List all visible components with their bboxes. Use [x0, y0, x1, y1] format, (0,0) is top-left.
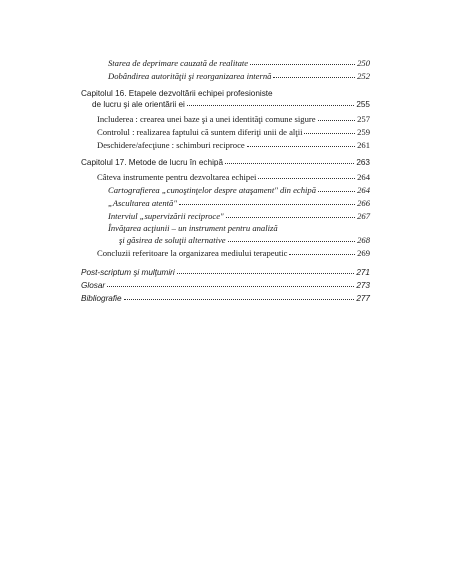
toc-entry-title: Glosar	[81, 281, 106, 290]
toc-entry	[97, 172, 370, 182]
dot-leader	[318, 120, 356, 121]
toc-entry-title: Cartografierea „cunoştinţelor despre ataşament" din echipă	[108, 185, 317, 195]
toc-entry-title: Starea de deprimare cauzată de realitate	[108, 58, 249, 68]
dot-leader	[247, 146, 355, 147]
dot-leader	[187, 105, 354, 106]
toc-entry-page: 271	[356, 268, 370, 277]
toc-entry-title: şi găsirea de soluţii alternative	[119, 235, 226, 245]
dot-leader	[228, 241, 355, 242]
toc-entry	[108, 58, 370, 68]
chapter-heading-line1: Capitolul 16. Etapele dezvoltării echipei profesioniste	[81, 89, 273, 98]
toc-entry	[108, 198, 370, 208]
toc-entry-title: Bibliografie	[81, 294, 122, 303]
toc-entry-title: Interviul „supervizării reciproce"	[108, 211, 224, 221]
dot-leader	[289, 254, 355, 255]
dot-leader	[179, 204, 355, 205]
toc-entry-title: Capitolul 17. Metode de lucru în echipă	[81, 158, 224, 167]
toc-entry	[81, 281, 370, 290]
toc-entry-page: 263	[356, 158, 370, 167]
toc-entry-page: 277	[356, 294, 370, 303]
toc-entry-page: 273	[356, 281, 370, 290]
toc-entry	[81, 268, 370, 277]
dot-leader	[304, 133, 355, 134]
toc-entry	[97, 248, 370, 258]
toc-entry-page: 250	[357, 58, 370, 68]
toc-entry	[81, 158, 370, 167]
dot-leader	[124, 299, 355, 300]
dot-leader	[318, 191, 355, 192]
toc-entry-page: 252	[357, 71, 370, 81]
toc-entry-page: 268	[357, 235, 370, 245]
dot-leader	[273, 77, 355, 78]
toc-entry-title: de lucru şi ale orientării ei	[92, 100, 185, 109]
dot-leader	[177, 273, 355, 274]
toc-entry-page: 264	[357, 185, 370, 195]
toc-entry	[108, 71, 370, 81]
toc-entry-title: Concluzii referitoare la organizarea mediului terapeutic	[97, 248, 288, 258]
toc-entry-title: Controlul : realizarea faptului că suntem diferiţi unii de alţii	[97, 127, 303, 137]
toc-entry-page: 267	[357, 211, 370, 221]
toc-entry	[108, 211, 370, 221]
toc-entry-page: 259	[357, 127, 370, 137]
toc-entry-title: „Ascultarea atentă"	[108, 198, 177, 208]
toc-entry	[97, 140, 370, 150]
toc-entry	[97, 127, 370, 137]
toc-entry-page: 261	[357, 140, 370, 150]
toc-entry-title: Dobândirea autorităţii şi reorganizarea internă	[108, 71, 272, 81]
toc-entry-page: 266	[357, 198, 370, 208]
toc-entry-page: 264	[357, 172, 370, 182]
toc-entry	[119, 235, 370, 245]
toc-entry-page: 255	[356, 100, 370, 109]
dot-leader	[226, 217, 355, 218]
dot-leader	[258, 178, 355, 179]
toc-entry-title: Câteva instrumente pentru dezvoltarea echipei	[97, 172, 257, 182]
toc-entry	[97, 114, 370, 124]
toc-entry	[92, 100, 370, 109]
toc-entry-page: 257	[357, 114, 370, 124]
dot-leader	[107, 286, 354, 287]
toc-entry	[108, 185, 370, 195]
toc-entry-page: 269	[357, 248, 370, 258]
dot-leader	[250, 64, 355, 65]
toc-entry-title-line1: Învăţarea acţiunii – un instrument pentru analiză	[108, 223, 278, 233]
toc-entry-title: Includerea : crearea unei baze şi a unei identităţi comune sigure	[97, 114, 316, 124]
toc-entry-title: Deschidere/afecţiune : schimburi reciproce	[97, 140, 245, 150]
toc-entry	[81, 294, 370, 303]
toc-entry-title: Post-scriptum şi mulţumiri	[81, 268, 175, 277]
dot-leader	[225, 163, 354, 164]
